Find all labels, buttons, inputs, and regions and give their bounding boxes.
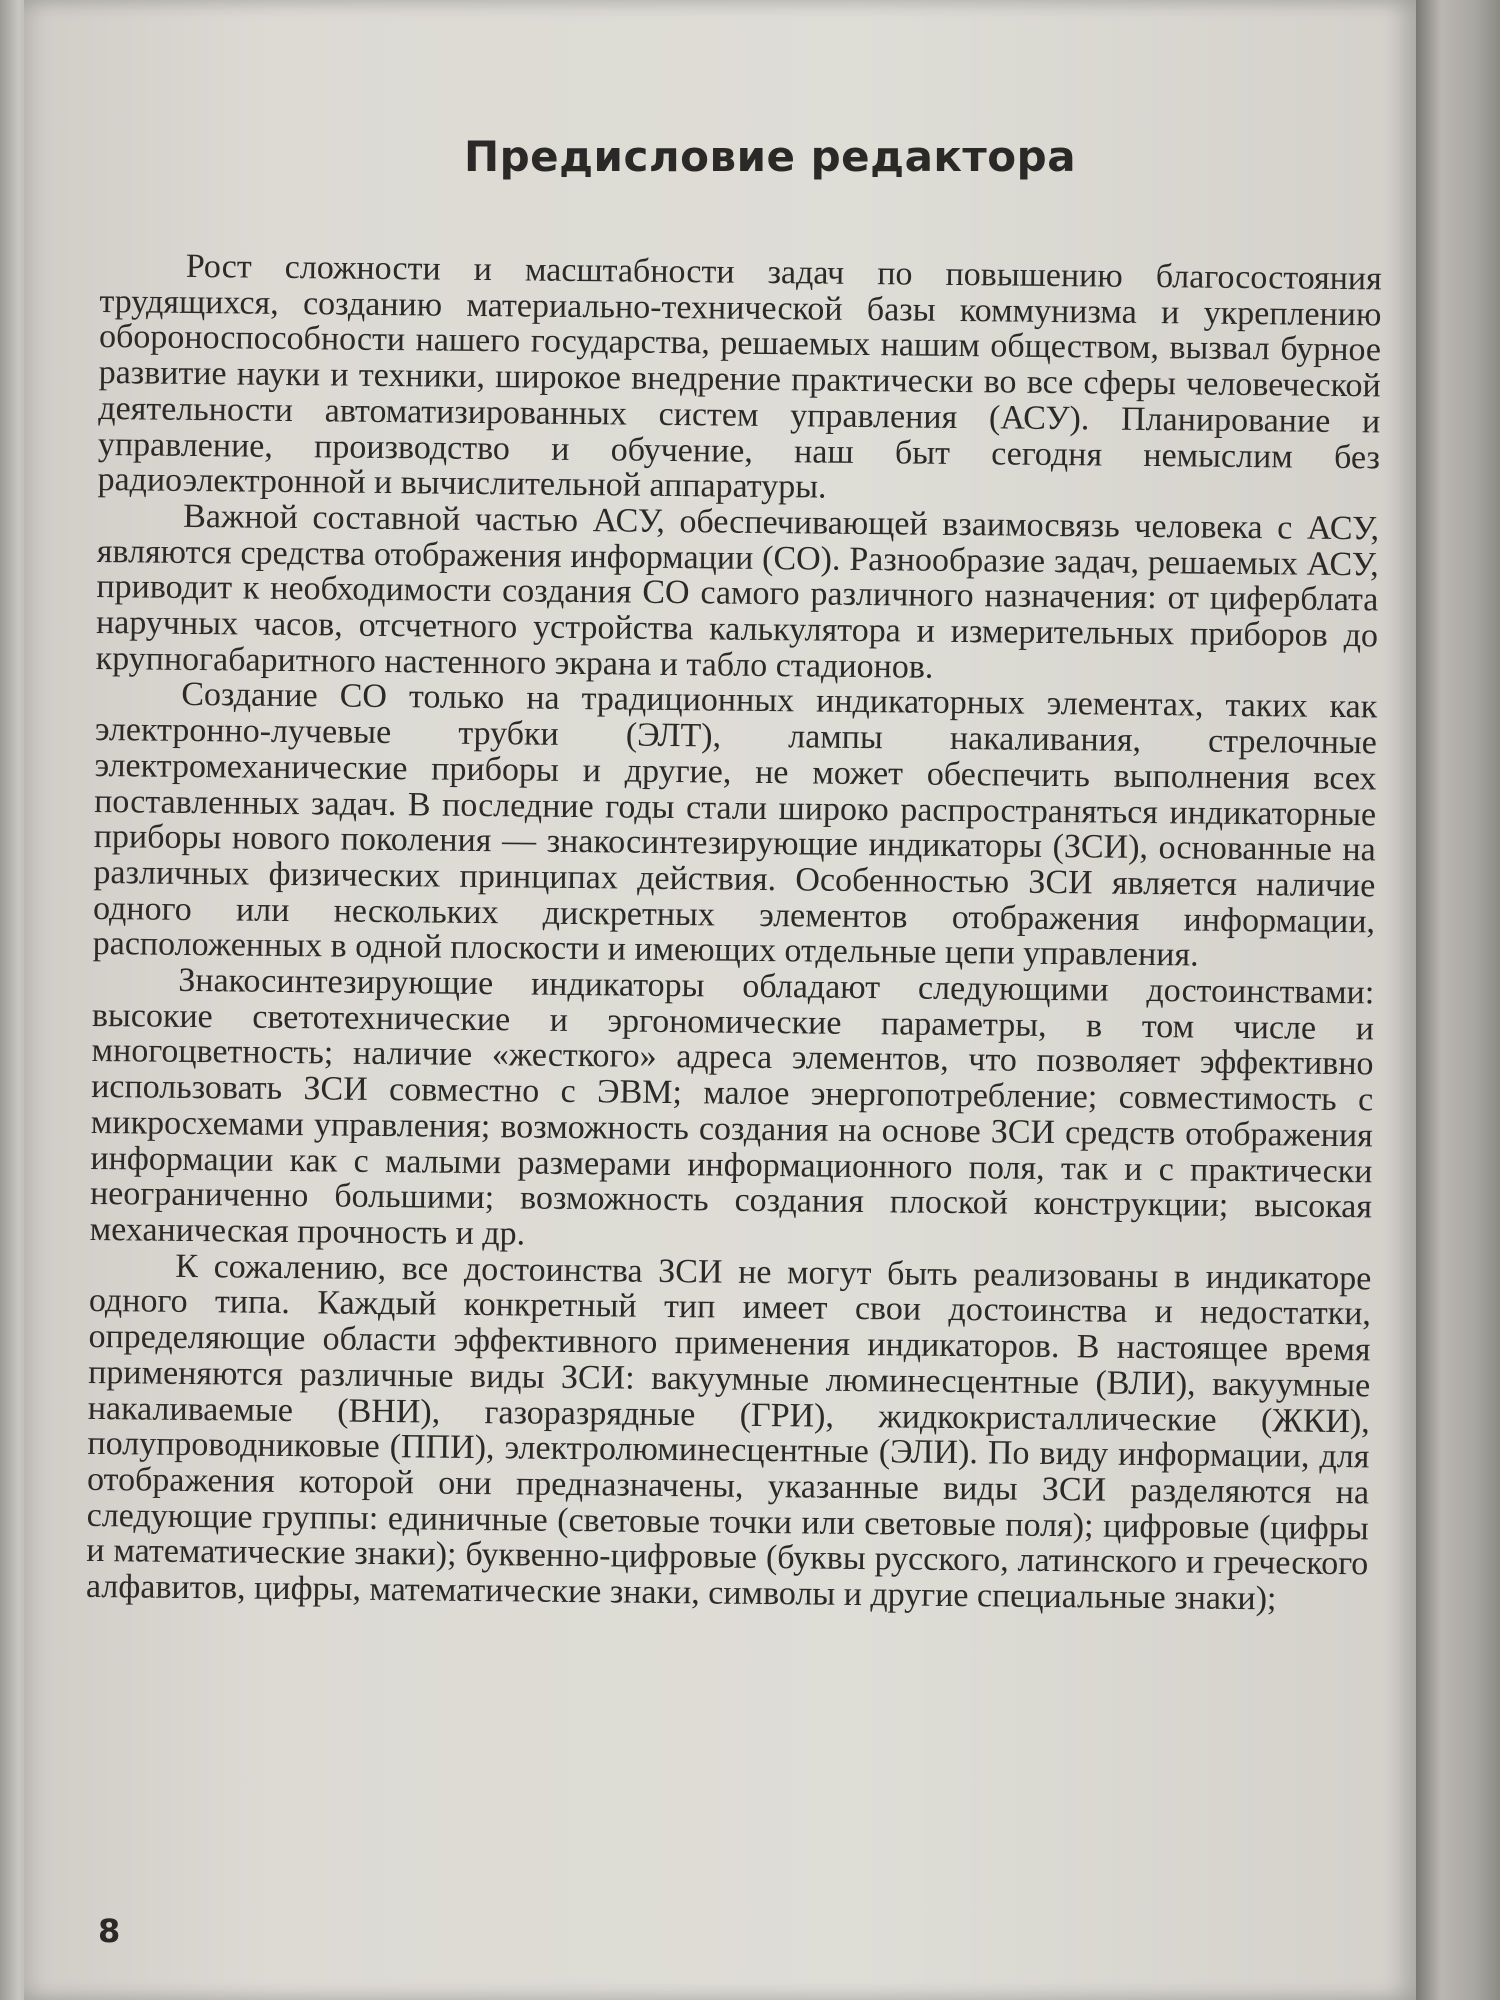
page-title: Предисловие редактора (463, 132, 1077, 181)
paragraph: Важной составной частью АСУ, обеспечивающей взаимосвязь человека с АСУ, являются средства отображения информации (СО). Разнообразие задач, решаемых АСУ, приводит к необходимости создания СО самого различного назначения: от циферблата наручных часов, отсчетного устройства калькулятора и измерительных приборов до крупногабаритного настенного экрана и табло стадионов. (95, 497, 1380, 686)
page-stack-edge (1416, 0, 1500, 2000)
page-number: 8 (98, 1912, 121, 1950)
page-body-text (86, 248, 1382, 1618)
paragraph: Знакосинтезирующие индикаторы обладают следующими достоинствами: высокие светотехнические и эргономические параметры, в том числе и многоцветность; наличие «жесткого» адреса элементов, что позволяет эффективно использовать ЗСИ совместно с ЭВМ; малое энергопотребление; совместимость с микросхемами управления; возможность создания на основе ЗСИ средств отображения информации как с малыми размерами информационного поля, так и с практически неограниченно большими; возможность создания плоской конструкции; высокая механическая прочность и др. (89, 961, 1375, 1253)
paragraph: К сожалению, все достоинства ЗСИ не могут быть реализованы в индикаторе одного типа. Каждый конкретный тип имеет свои достоинства и недостатки, определяющие области эффективного применения индикаторов. В настоящее время применяются различные виды ЗСИ: вакуумные люминесцентные (ВЛИ), вакуумные накаливаемые (ВНИ), газоразрядные (ГРИ), жидкокристаллические (ЖКИ), полупроводниковые (ППИ), электролюминесцентные (ЭЛИ). По виду информации, для отображения которой они предназначены, указанные виды ЗСИ разделяются на следующие группы: единичные (световые точки или световые поля); цифровые (цифры и математические знаки); буквенно-цифровые (буквы русского, латинского и греческого алфавитов, цифры, математические знаки, символы и другие специальные знаки); (85, 1247, 1372, 1618)
paragraph: Рост сложности и масштабности задач по повышению благосостояния трудящихся, созданию материально-технической базы коммунизма и укреплению обороноспособности нашего государства, решаемых нашим обществом, вызвал бурное развитие науки и техники, широкое внедрение практически во все сферы человеческой деятельности автоматизированных систем управления (АСУ). Планирование и управление, производство и обучение, наш быт сегодня немыслим без радиоэлектронной и вычислительной аппаратуры. (97, 247, 1382, 506)
paragraph: Создание СО только на традиционных индикаторных элементах, таких как электронно-лучевые трубки (ЭЛТ), лампы накаливания, стрелочные электромеханические приборы и другие, не может обеспечить выполнения всех поставленных задач. В последние годы стали широко распространяться индикаторные приборы нового поколения — знакосинтезирующие индикаторы (ЗСИ), основанные на различных физических принципах действия. Особенностью ЗСИ является наличие одного или нескольких дискретных элементов отображения информации, расположенных в одной плоскости и имеющих отдельные цепи управления. (92, 676, 1378, 974)
